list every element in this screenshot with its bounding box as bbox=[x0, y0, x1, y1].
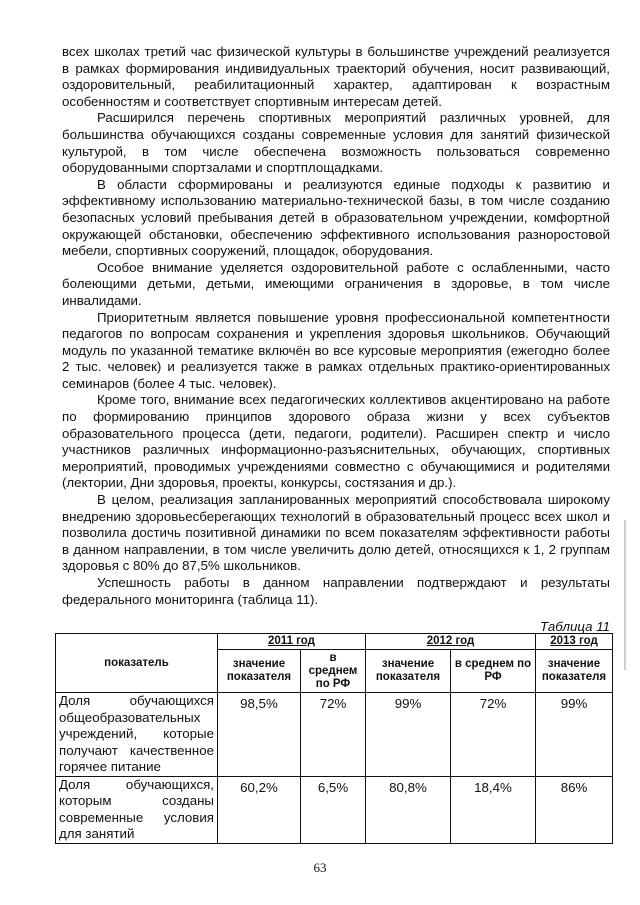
table-row bbox=[56, 776, 613, 843]
subheader-avg-2011: в среднем по РФ bbox=[301, 650, 366, 693]
cell-avg-2012: 18,4% bbox=[451, 776, 536, 843]
cell-value-2012: 99% bbox=[366, 693, 451, 777]
cell-value-2011: 98,5% bbox=[218, 693, 301, 777]
paragraph-8: Успешность работы в данном направлении подтверждают и результаты федерального мониторинга (таблица 11). bbox=[62, 575, 610, 607]
cell-value-2013: 99% bbox=[536, 693, 613, 777]
scan-edge-shadow bbox=[624, 520, 626, 670]
row-label: Доля обучающихся общеобразовательных учреждений, которые получают качественное горячее питание bbox=[56, 693, 218, 777]
header-year-2011: 2011 год bbox=[218, 634, 366, 650]
table-row bbox=[56, 693, 613, 777]
subheader-value-2013: значение показателя bbox=[536, 650, 613, 693]
row-label: Доля обучающихся, которым созданы современные условия для занятий bbox=[56, 776, 218, 843]
subheader-avg-2012: в среднем по РФ bbox=[451, 650, 536, 693]
cell-value-2013: 86% bbox=[536, 776, 613, 843]
table-header-row bbox=[56, 634, 613, 650]
body-text bbox=[62, 44, 610, 608]
cell-avg-2011: 72% bbox=[301, 693, 366, 777]
table-caption: Таблица 11 bbox=[540, 619, 610, 634]
page-number: 63 bbox=[313, 860, 327, 875]
header-year-2013: 2013 год bbox=[536, 634, 613, 650]
cell-value-2011: 60,2% bbox=[218, 776, 301, 843]
paragraph-4: Особое внимание уделяется оздоровительной работе с ослабленными, часто болеющими детьми, детьми, имеющими ограничения в здоровье, в том числе инвалидами. bbox=[62, 259, 610, 308]
cell-value-2012: 80,8% bbox=[366, 776, 451, 843]
paragraph-5: Приоритетным является повышение уровня профессиональной компетентности педагогов по вопросам сохранения и укрепления здоровья школьников. Обучающий модуль по указанной тематике включён во все курсовые мероприятия (ежегодно более 2 тыс. человек) и реализуется также в рамках отдельных практико-ориентированных семинаров (более 4 тыс. человек). bbox=[62, 309, 610, 391]
header-year-2012: 2012 год bbox=[366, 634, 536, 650]
paragraph-1: всех школах третий час физической культуры в большинстве учреждений реализуется в рамках формирования индивидуальных траекторий обучения, носит развивающий, оздоровительный, реабилитационный характер, адаптирован к возрастным особенностям и соответствует спортивным интересам детей. bbox=[62, 44, 610, 109]
header-indicator: показатель bbox=[56, 634, 218, 693]
paragraph-3: В области сформированы и реализуются единые подходы к развитию и эффективному использованию материально-технической базы, в том числе созданию безопасных условий пребывания детей в образовательном учреждении, комфортной окружающей обстановки, обеспечению эффективного использования разноростовой мебели, спортивных сооружений, площадок, оборудования. bbox=[62, 176, 610, 259]
paragraph-2: Расширился перечень спортивных мероприятий различных уровней, для большинства обучающихся созданы современные условия для занятий физической культурой, в том числе обеспечена возможность пользоваться современно оборудованными спортзалами и спортплощадками. bbox=[62, 110, 610, 176]
cell-avg-2011: 6,5% bbox=[301, 776, 366, 843]
subheader-value-2011: значение показателя bbox=[218, 650, 301, 693]
paragraph-7: В целом, реализация запланированных мероприятий способствовала широкому внедрению здоровьесберегающих технологий в образовательный процесс всех школ и позволила достичь позитивной динамики по всем показателям эффективности работы в данном направлении, в том числе увеличить долю детей, относящихся к 1, 2 группам здоровья с 80% до 87,5% школьников. bbox=[62, 492, 610, 574]
monitoring-table bbox=[55, 633, 613, 844]
paragraph-6: Кроме того, внимание всех педагогических коллективов акцентировано на работе по формированию принципов здорового образа жизни у всех субъектов образовательного процесса (дети, педагоги, родители). Расширен спектр и число участников различных информационно-разъяснительных, обучающих, спортивных мероприятий, проводимых учреждениями совместно с обучающимися и родителями (лектории, Дни здоровья, проекты, конкурсы, состязания и др.). bbox=[62, 392, 610, 491]
subheader-value-2012: значение показателя bbox=[366, 650, 451, 693]
cell-avg-2012: 72% bbox=[451, 693, 536, 777]
